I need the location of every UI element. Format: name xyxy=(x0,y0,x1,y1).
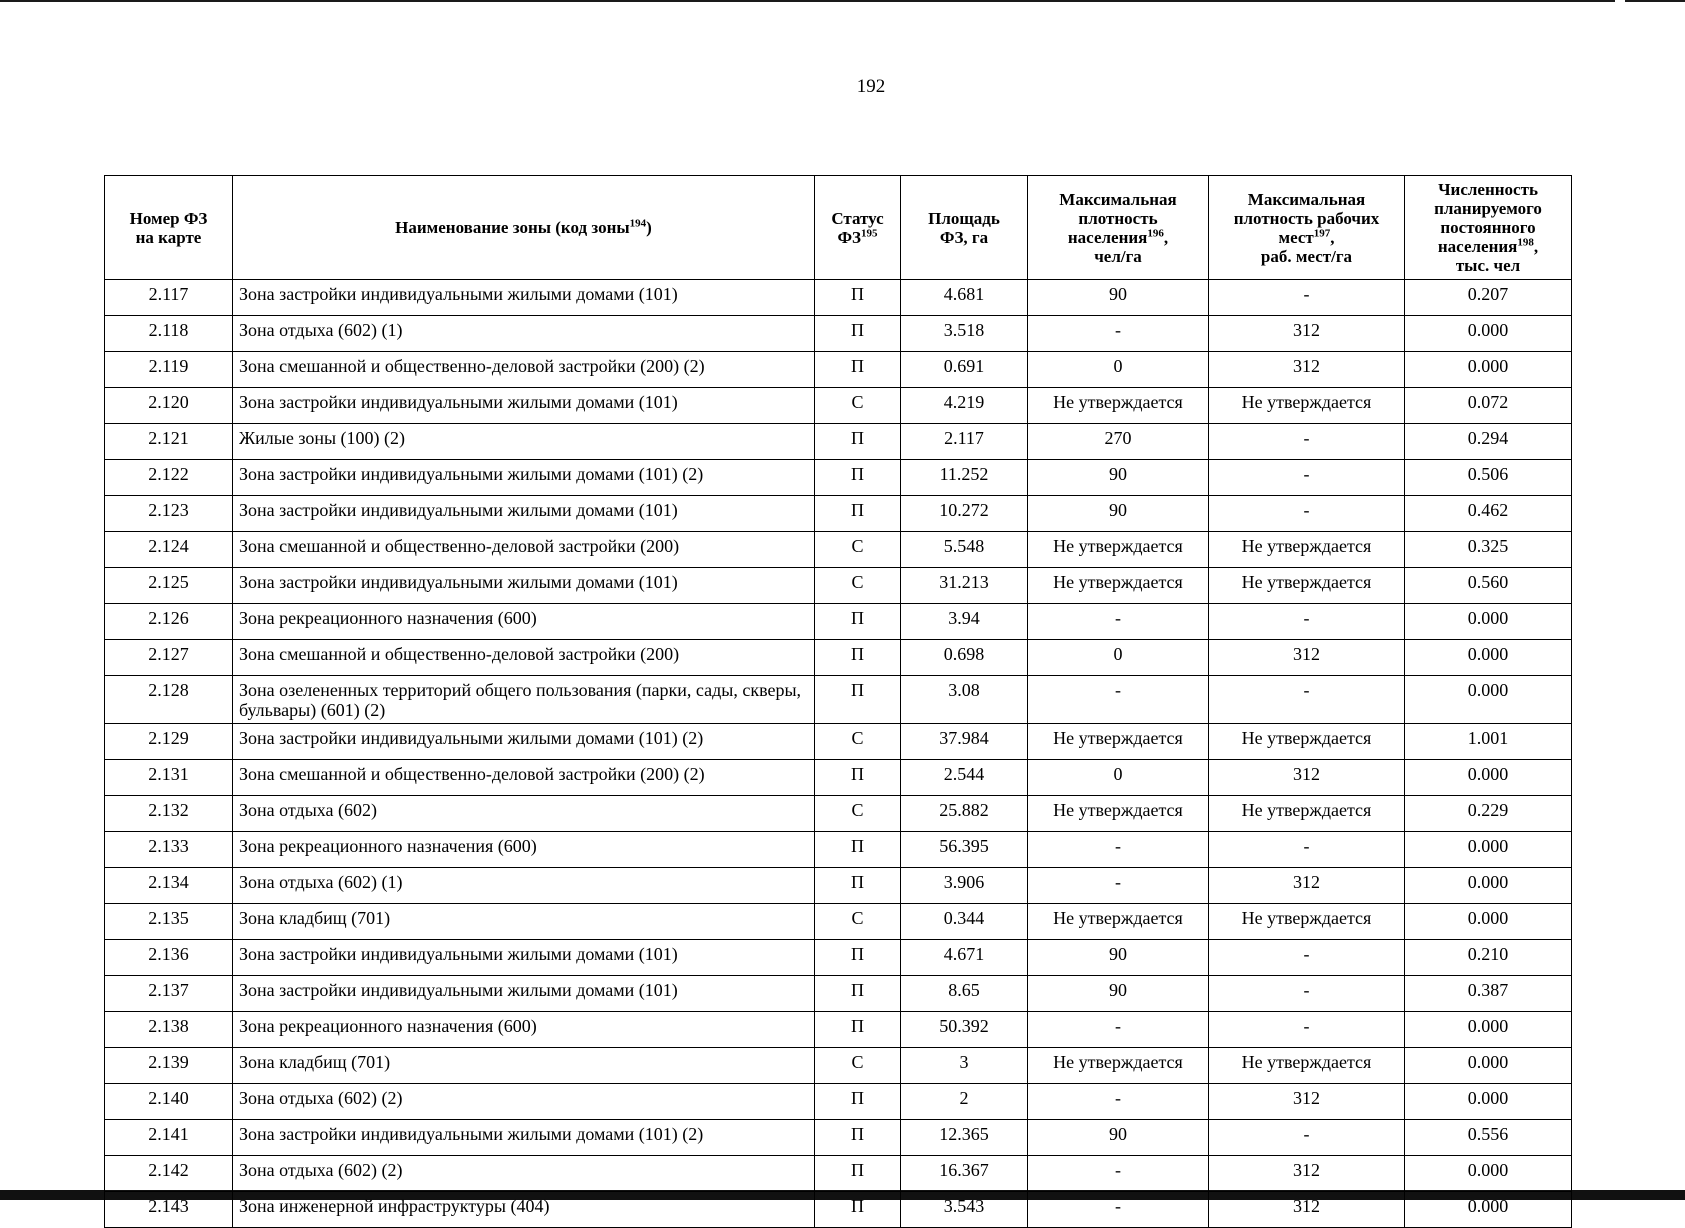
page-number: 192 xyxy=(856,76,886,97)
cell-planned-population: 0.462 xyxy=(1405,496,1572,532)
cell-number: 2.122 xyxy=(105,460,233,496)
cell-population-density: 90 xyxy=(1028,496,1209,532)
header-population-density: Максимальная плотность населения$^{196}$, чел/га xyxy=(1028,176,1209,280)
cell-job-density: - xyxy=(1209,604,1405,640)
cell-zone-name: Зона застройки индивидуальными жилыми домами (101) xyxy=(233,976,815,1012)
cell-zone-name: Зона отдыха (602) (2) xyxy=(233,1156,815,1192)
cell-area: 4.219 xyxy=(901,388,1028,424)
cell-number: 2.126 xyxy=(105,604,233,640)
cell-area: 0.698 xyxy=(901,640,1028,676)
cell-status: П xyxy=(815,1084,901,1120)
cell-number: 2.142 xyxy=(105,1156,233,1192)
cell-zone-name: Зона кладбищ (701) xyxy=(233,1048,815,1084)
cell-population-density: - xyxy=(1028,832,1209,868)
cell-status: П xyxy=(815,1012,901,1048)
table-row xyxy=(105,604,1572,640)
cell-number: 2.118 xyxy=(105,316,233,352)
cell-area: 4.671 xyxy=(901,940,1028,976)
cell-status: П xyxy=(815,1120,901,1156)
cell-population-density: Не утверждается xyxy=(1028,568,1209,604)
header-planned-population: Численность планируемого постоянного населения$^{198}$, тыс. чел xyxy=(1405,176,1572,280)
functional-zones-table xyxy=(104,175,1572,1228)
cell-status: С xyxy=(815,388,901,424)
table-row xyxy=(105,532,1572,568)
cell-number: 2.120 xyxy=(105,388,233,424)
cell-job-density: - xyxy=(1209,832,1405,868)
cell-job-density: Не утверждается xyxy=(1209,568,1405,604)
header-number: Номер ФЗ на карте xyxy=(105,176,233,280)
cell-planned-population: 0.000 xyxy=(1405,760,1572,796)
cell-planned-population: 0.560 xyxy=(1405,568,1572,604)
cell-zone-name: Зона отдыха (602) (2) xyxy=(233,1084,815,1120)
cell-area: 3.906 xyxy=(901,868,1028,904)
cell-population-density: - xyxy=(1028,1156,1209,1192)
cell-status: П xyxy=(815,496,901,532)
cell-planned-population: 0.229 xyxy=(1405,796,1572,832)
cell-zone-name: Зона инженерной инфраструктуры (404) xyxy=(233,1192,815,1228)
cell-job-density: 312 xyxy=(1209,352,1405,388)
cell-zone-name: Зона застройки индивидуальными жилыми домами (101) xyxy=(233,568,815,604)
cell-zone-name: Зона смешанной и общественно-деловой застройки (200) xyxy=(233,640,815,676)
cell-status: С xyxy=(815,796,901,832)
cell-population-density: 90 xyxy=(1028,976,1209,1012)
cell-zone-name: Зона озелененных территорий общего пользования (парки, сады, скверы, бульвары) (601) (2) xyxy=(233,676,815,724)
table-header-row xyxy=(105,176,1572,280)
cell-zone-name: Зона рекреационного назначения (600) xyxy=(233,604,815,640)
cell-number: 2.119 xyxy=(105,352,233,388)
cell-job-density: Не утверждается xyxy=(1209,388,1405,424)
table-row xyxy=(105,388,1572,424)
cell-population-density: - xyxy=(1028,1012,1209,1048)
cell-status: П xyxy=(815,676,901,724)
cell-area: 37.984 xyxy=(901,724,1028,760)
cell-number: 2.141 xyxy=(105,1120,233,1156)
header-area: Площадь ФЗ, га xyxy=(901,176,1028,280)
cell-number: 2.123 xyxy=(105,496,233,532)
cell-job-density: 312 xyxy=(1209,1192,1405,1228)
cell-status: П xyxy=(815,316,901,352)
cell-planned-population: 0.000 xyxy=(1405,640,1572,676)
table-row xyxy=(105,568,1572,604)
cell-planned-population: 0.000 xyxy=(1405,676,1572,724)
cell-job-density: Не утверждается xyxy=(1209,532,1405,568)
cell-number: 2.134 xyxy=(105,868,233,904)
cell-area: 0.344 xyxy=(901,904,1028,940)
cell-population-density: 0 xyxy=(1028,760,1209,796)
cell-zone-name: Зона отдыха (602) (1) xyxy=(233,316,815,352)
cell-zone-name: Зона застройки индивидуальными жилыми домами (101) (2) xyxy=(233,724,815,760)
cell-population-density: - xyxy=(1028,868,1209,904)
table-row xyxy=(105,460,1572,496)
cell-job-density: - xyxy=(1209,1120,1405,1156)
cell-job-density: 312 xyxy=(1209,868,1405,904)
cell-population-density: 90 xyxy=(1028,280,1209,316)
cell-planned-population: 0.387 xyxy=(1405,976,1572,1012)
cell-status: С xyxy=(815,724,901,760)
cell-zone-name: Зона смешанной и общественно-деловой застройки (200) (2) xyxy=(233,352,815,388)
cell-job-density: - xyxy=(1209,496,1405,532)
table-row xyxy=(105,676,1572,724)
table-row xyxy=(105,724,1572,760)
table-row xyxy=(105,760,1572,796)
cell-population-density: 90 xyxy=(1028,1120,1209,1156)
cell-number: 2.125 xyxy=(105,568,233,604)
table-row xyxy=(105,496,1572,532)
cell-number: 2.140 xyxy=(105,1084,233,1120)
cell-job-density: 312 xyxy=(1209,316,1405,352)
cell-number: 2.117 xyxy=(105,280,233,316)
cell-number: 2.121 xyxy=(105,424,233,460)
cell-status: П xyxy=(815,1192,901,1228)
cell-status: П xyxy=(815,604,901,640)
cell-planned-population: 0.210 xyxy=(1405,940,1572,976)
cell-status: П xyxy=(815,940,901,976)
header-zone-name: Наименование зоны (код зоны$^{194}$) xyxy=(233,176,815,280)
cell-zone-name: Зона застройки индивидуальными жилыми домами (101) (2) xyxy=(233,460,815,496)
header-job-density: Максимальная плотность рабочих мест$^{197}$, раб. мест/га xyxy=(1209,176,1405,280)
cell-number: 2.143 xyxy=(105,1192,233,1228)
table-row xyxy=(105,832,1572,868)
cell-planned-population: 0.000 xyxy=(1405,1156,1572,1192)
table-row xyxy=(105,640,1572,676)
cell-number: 2.131 xyxy=(105,760,233,796)
cell-job-density: - xyxy=(1209,940,1405,976)
cell-area: 3.94 xyxy=(901,604,1028,640)
cell-number: 2.129 xyxy=(105,724,233,760)
cell-area: 56.395 xyxy=(901,832,1028,868)
scan-edge-top xyxy=(0,0,1615,2)
cell-planned-population: 1.001 xyxy=(1405,724,1572,760)
cell-area: 3.08 xyxy=(901,676,1028,724)
cell-area: 31.213 xyxy=(901,568,1028,604)
cell-planned-population: 0.294 xyxy=(1405,424,1572,460)
cell-job-density: Не утверждается xyxy=(1209,796,1405,832)
cell-planned-population: 0.000 xyxy=(1405,1012,1572,1048)
cell-population-density: 90 xyxy=(1028,940,1209,976)
cell-area: 3 xyxy=(901,1048,1028,1084)
cell-zone-name: Зона застройки индивидуальными жилыми домами (101) (2) xyxy=(233,1120,815,1156)
cell-planned-population: 0.325 xyxy=(1405,532,1572,568)
cell-area: 2.544 xyxy=(901,760,1028,796)
table-row xyxy=(105,868,1572,904)
cell-population-density: 0 xyxy=(1028,640,1209,676)
cell-zone-name: Зона рекреационного назначения (600) xyxy=(233,1012,815,1048)
cell-job-density: Не утверждается xyxy=(1209,724,1405,760)
table-row xyxy=(105,280,1572,316)
table-row xyxy=(105,976,1572,1012)
table-row xyxy=(105,1120,1572,1156)
cell-area: 50.392 xyxy=(901,1012,1028,1048)
cell-job-density: 312 xyxy=(1209,760,1405,796)
cell-population-density: - xyxy=(1028,1084,1209,1120)
cell-area: 10.272 xyxy=(901,496,1028,532)
cell-job-density: 312 xyxy=(1209,1084,1405,1120)
cell-planned-population: 0.000 xyxy=(1405,832,1572,868)
cell-status: П xyxy=(815,868,901,904)
cell-job-density: - xyxy=(1209,1012,1405,1048)
cell-status: П xyxy=(815,460,901,496)
table-row xyxy=(105,1084,1572,1120)
cell-area: 3.518 xyxy=(901,316,1028,352)
cell-number: 2.138 xyxy=(105,1012,233,1048)
cell-area: 5.548 xyxy=(901,532,1028,568)
scan-edge-top-right xyxy=(1625,0,1685,2)
cell-population-density: Не утверждается xyxy=(1028,904,1209,940)
cell-planned-population: 0.207 xyxy=(1405,280,1572,316)
cell-status: С xyxy=(815,1048,901,1084)
cell-planned-population: 0.000 xyxy=(1405,868,1572,904)
cell-area: 2 xyxy=(901,1084,1028,1120)
cell-population-density: Не утверждается xyxy=(1028,1048,1209,1084)
cell-status: П xyxy=(815,1156,901,1192)
cell-population-density: - xyxy=(1028,1192,1209,1228)
cell-area: 25.882 xyxy=(901,796,1028,832)
cell-area: 4.681 xyxy=(901,280,1028,316)
table-row xyxy=(105,796,1572,832)
table-row xyxy=(105,352,1572,388)
cell-area: 3.543 xyxy=(901,1192,1028,1228)
table-row xyxy=(105,904,1572,940)
cell-zone-name: Зона застройки индивидуальными жилыми домами (101) xyxy=(233,280,815,316)
cell-number: 2.135 xyxy=(105,904,233,940)
cell-population-density: - xyxy=(1028,316,1209,352)
cell-job-density: 312 xyxy=(1209,1156,1405,1192)
cell-population-density: Не утверждается xyxy=(1028,388,1209,424)
cell-population-density: 0 xyxy=(1028,352,1209,388)
table-row xyxy=(105,1048,1572,1084)
table-body xyxy=(105,280,1572,1228)
cell-population-density: - xyxy=(1028,676,1209,724)
cell-zone-name: Зона застройки индивидуальными жилыми домами (101) xyxy=(233,940,815,976)
cell-population-density: - xyxy=(1028,604,1209,640)
table-row xyxy=(105,1192,1572,1228)
table-row xyxy=(105,424,1572,460)
cell-zone-name: Зона застройки индивидуальными жилыми домами (101) xyxy=(233,496,815,532)
cell-planned-population: 0.000 xyxy=(1405,904,1572,940)
cell-zone-name: Зона отдыха (602) xyxy=(233,796,815,832)
cell-number: 2.137 xyxy=(105,976,233,1012)
cell-area: 2.117 xyxy=(901,424,1028,460)
cell-status: П xyxy=(815,832,901,868)
cell-status: С xyxy=(815,532,901,568)
cell-planned-population: 0.000 xyxy=(1405,1084,1572,1120)
cell-status: П xyxy=(815,640,901,676)
cell-zone-name: Зона рекреационного назначения (600) xyxy=(233,832,815,868)
cell-population-density: Не утверждается xyxy=(1028,796,1209,832)
cell-job-density: Не утверждается xyxy=(1209,1048,1405,1084)
cell-area: 8.65 xyxy=(901,976,1028,1012)
table-row xyxy=(105,940,1572,976)
cell-population-density: Не утверждается xyxy=(1028,532,1209,568)
cell-planned-population: 0.000 xyxy=(1405,1192,1572,1228)
cell-planned-population: 0.000 xyxy=(1405,604,1572,640)
cell-zone-name: Зона застройки индивидуальными жилыми домами (101) xyxy=(233,388,815,424)
cell-number: 2.128 xyxy=(105,676,233,724)
cell-status: П xyxy=(815,280,901,316)
cell-number: 2.139 xyxy=(105,1048,233,1084)
cell-zone-name: Зона кладбищ (701) xyxy=(233,904,815,940)
cell-planned-population: 0.000 xyxy=(1405,352,1572,388)
table-row xyxy=(105,1012,1572,1048)
cell-status: П xyxy=(815,976,901,1012)
cell-zone-name: Зона отдыха (602) (1) xyxy=(233,868,815,904)
table-row xyxy=(105,316,1572,352)
cell-planned-population: 0.000 xyxy=(1405,316,1572,352)
cell-planned-population: 0.506 xyxy=(1405,460,1572,496)
cell-population-density: 90 xyxy=(1028,460,1209,496)
cell-area: 12.365 xyxy=(901,1120,1028,1156)
cell-job-density: - xyxy=(1209,424,1405,460)
cell-job-density: 312 xyxy=(1209,640,1405,676)
cell-status: П xyxy=(815,760,901,796)
header-status: Статус ФЗ$^{195}$ xyxy=(815,176,901,280)
cell-job-density: - xyxy=(1209,460,1405,496)
cell-status: П xyxy=(815,424,901,460)
cell-status: П xyxy=(815,352,901,388)
cell-area: 11.252 xyxy=(901,460,1028,496)
cell-status: С xyxy=(815,568,901,604)
cell-job-density: - xyxy=(1209,676,1405,724)
cell-job-density: - xyxy=(1209,976,1405,1012)
cell-zone-name: Зона смешанной и общественно-деловой застройки (200) xyxy=(233,532,815,568)
cell-planned-population: 0.556 xyxy=(1405,1120,1572,1156)
cell-area: 16.367 xyxy=(901,1156,1028,1192)
cell-planned-population: 0.072 xyxy=(1405,388,1572,424)
cell-number: 2.132 xyxy=(105,796,233,832)
table-row xyxy=(105,1156,1572,1192)
cell-status: С xyxy=(815,904,901,940)
cell-number: 2.127 xyxy=(105,640,233,676)
cell-number: 2.133 xyxy=(105,832,233,868)
cell-zone-name: Зона смешанной и общественно-деловой застройки (200) (2) xyxy=(233,760,815,796)
cell-population-density: Не утверждается xyxy=(1028,724,1209,760)
cell-zone-name: Жилые зоны (100) (2) xyxy=(233,424,815,460)
cell-population-density: 270 xyxy=(1028,424,1209,460)
cell-job-density: Не утверждается xyxy=(1209,904,1405,940)
cell-planned-population: 0.000 xyxy=(1405,1048,1572,1084)
cell-number: 2.124 xyxy=(105,532,233,568)
cell-job-density: - xyxy=(1209,280,1405,316)
cell-area: 0.691 xyxy=(901,352,1028,388)
cell-number: 2.136 xyxy=(105,940,233,976)
